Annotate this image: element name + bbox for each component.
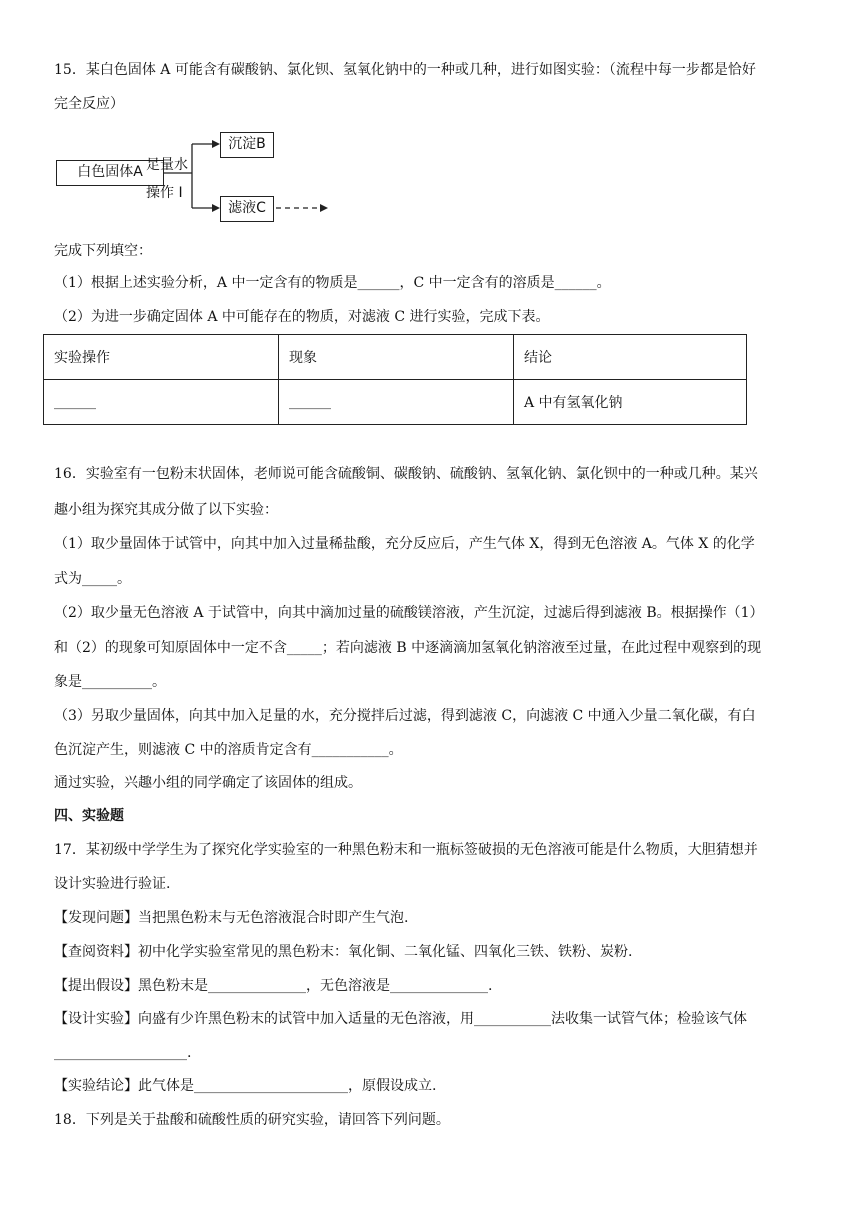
table-header-cell: 现象 xyxy=(279,335,514,380)
q16-stem-line1: 16．实验室有一包粉末状固体，老师说可能含硫酸铜、碳酸钠、硫酸钠、氢氧化钠、氯化钡中的一种或几种。某兴 xyxy=(54,466,758,482)
q16-part2-line1: （2）取少量无色溶液 A 于试管中，向其中滴加过量的硫酸镁溶液，产生沉淀，过滤后得到滤液 B。根据操作（1） xyxy=(54,605,764,621)
q15-stem-line1: 15．某白色固体 A 可能含有碳酸钠、氯化钡、氢氧化钠中的一种或几种，进行如图实验：（流程中每一步都是恰好 xyxy=(54,62,756,78)
q17-lookup: 【查阅资料】初中化学实验室常见的黑色粉末：氧化铜、二氧化锰、四氧化三铁、铁粉、炭粉. xyxy=(54,944,633,960)
q15-fill-intro: 完成下列填空： xyxy=(54,243,152,259)
q17-discover: 【发现问题】当把黑色粉末与无色溶液混合时即产生气泡. xyxy=(54,910,409,926)
q15-part1: （1）根据上述实验分析，A 中一定含有的物质是______，C 中一定含有的溶质是______。 xyxy=(54,275,611,291)
q16-conclusion: 通过实验，兴趣小组的同学确定了该固体的组成。 xyxy=(54,775,362,791)
table-row xyxy=(44,380,747,425)
table-header-cell: 实验操作 xyxy=(44,335,279,380)
white-solid-a-box: 白色固体A xyxy=(56,160,164,186)
q16-part2-line2: 和（2）的现象可知原固体中一定不含_____；若向滤液 B 中逐滴滴加氢氧化钠溶液至过量，在此过程中观察到的现 xyxy=(54,640,762,656)
section-heading: 四、实验题 xyxy=(54,808,124,824)
q17-result: 【实验结论】此气体是______________________，原假设成立. xyxy=(54,1078,437,1094)
q15-part2: （2）为进一步确定固体 A 中可能存在的物质，对滤液 C 进行实验，完成下表。 xyxy=(54,309,550,325)
precipitate-b-box: 沉淀B xyxy=(220,132,274,158)
q17-design-line1: 【设计实验】向盛有少许黑色粉末的试管中加入适量的无色溶液，用___________法收集一试管气体；检验该气体 xyxy=(54,1011,747,1027)
table-header-cell: 结论 xyxy=(514,335,747,380)
q16-part1-line1: （1）取少量固体于试管中，向其中加入过量稀盐酸，充分反应后，产生气体 X，得到无色溶液 A。气体 X 的化学 xyxy=(54,536,755,552)
q15-flow-diagram xyxy=(54,126,354,226)
q16-part3-line1: （3）另取少量固体，向其中加入足量的水，充分搅拌后过滤，得到滤液 C，向滤液 C 中通入少量二氧化碳，有白 xyxy=(54,708,756,724)
q18-stem: 18．下列是关于盐酸和硫酸性质的研究实验，请回答下列问题。 xyxy=(54,1112,450,1128)
q17-hypothesis: 【提出假设】黑色粉末是______________，无色溶液是______________. xyxy=(54,978,493,994)
table-cell: A 中有氢氧化钠 xyxy=(514,380,747,425)
q17-design-line2: ___________________. xyxy=(54,1045,192,1061)
table-header-row xyxy=(44,335,747,380)
op-label-water: 足量水 xyxy=(146,157,188,173)
q16-stem-line2: 趣小组为探究其成分做了以下实验： xyxy=(54,502,278,518)
op-label-operation: 操作 I xyxy=(146,185,183,201)
table-cell: ______ xyxy=(44,380,279,425)
q16-part3-line2: 色沉淀产生，则滤液 C 中的溶质肯定含有___________。 xyxy=(54,742,403,758)
q16-part1-line2: 式为_____。 xyxy=(54,571,131,587)
table-cell: ______ xyxy=(279,380,514,425)
filtrate-c-box: 滤液C xyxy=(220,196,274,222)
q15-experiment-table xyxy=(43,334,747,425)
q17-stem-line1: 17．某初级中学学生为了探究化学实验室的一种黑色粉末和一瓶标签破损的无色溶液可能是什么物质，大胆猜想并 xyxy=(54,842,758,858)
q16-part2-line3: 象是__________。 xyxy=(54,674,166,690)
q15-stem-line2: 完全反应） xyxy=(54,96,124,112)
q17-stem-line2: 设计实验进行验证. xyxy=(54,876,171,892)
